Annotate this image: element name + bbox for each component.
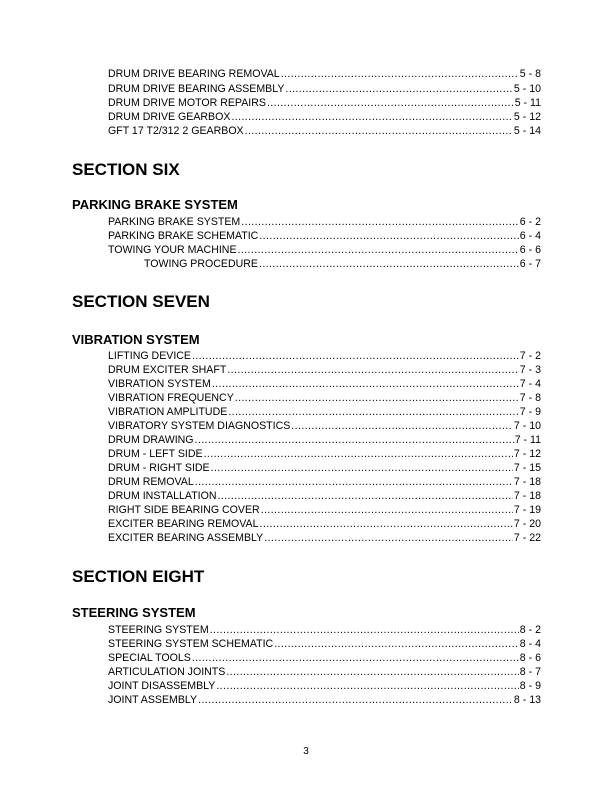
toc-entry[interactable]: [108, 503, 541, 517]
toc-entry[interactable]: [108, 447, 541, 461]
toc-entry-title: RIGHT SIDE BEARING COVER: [108, 504, 260, 516]
toc-dot-leader: [228, 405, 518, 419]
toc-dot-leader: [231, 110, 512, 124]
toc-dot-leader: [218, 489, 513, 503]
toc-dot-leader: [211, 461, 513, 475]
toc-entry-page: 8 - 2: [519, 624, 541, 636]
toc-entry[interactable]: [108, 229, 541, 243]
toc-entry[interactable]: [108, 391, 541, 405]
toc-entry[interactable]: [108, 651, 541, 665]
toc-dot-leader: [227, 363, 518, 377]
toc-dot-leader: [226, 665, 518, 679]
toc-entry-title: VIBRATION FREQUENCY: [108, 392, 234, 404]
toc-entry[interactable]: [108, 475, 541, 489]
toc-entry-title: VIBRATION AMPLITUDE: [108, 406, 228, 418]
toc-dot-leader: [216, 679, 518, 693]
toc-entry-title: PARKING BRAKE SYSTEM: [108, 216, 241, 228]
toc-entry[interactable]: [108, 665, 541, 679]
toc-entry-title: TOWING YOUR MACHINE: [108, 244, 237, 256]
toc-entry-title: DRUM EXCITER SHAFT: [108, 364, 227, 376]
toc-entry-page: 7 - 9: [519, 406, 541, 418]
toc-entry-page: 8 - 6: [519, 652, 541, 664]
toc-entry-page: 6 - 7: [519, 258, 541, 270]
toc-entry-title: TOWING PROCEDURE: [144, 258, 258, 270]
toc-entry[interactable]: [108, 679, 541, 693]
toc-entry-title: DRUM DRIVE BEARING ASSEMBLY: [108, 83, 285, 95]
toc-dot-leader: [260, 517, 513, 531]
toc-entry-page: 5 - 10: [513, 83, 541, 95]
toc-dot-leader: [192, 651, 519, 665]
toc-entry-title: DRUM DRIVE BEARING REMOVAL: [108, 68, 280, 80]
toc-entry-page: 5 - 12: [513, 111, 541, 123]
toc-entry[interactable]: [108, 96, 541, 110]
toc-entry[interactable]: [108, 531, 541, 545]
toc-entry-page: 5 - 11: [514, 97, 541, 109]
section-heading: SECTION SIX: [72, 160, 180, 179]
toc-entry-page: 7 - 3: [519, 364, 541, 376]
toc-dot-leader: [264, 531, 513, 545]
toc-entry-page: 8 - 9: [519, 680, 541, 692]
toc-entry[interactable]: [108, 433, 541, 447]
toc-entry-page: 8 - 7: [519, 666, 541, 678]
toc-dot-leader: [261, 503, 513, 517]
toc-dot-leader: [192, 349, 519, 363]
toc-entry-page: 6 - 4: [519, 230, 541, 242]
toc-entry[interactable]: [108, 693, 541, 707]
toc-entry-page: 7 - 19: [513, 504, 541, 516]
toc-dot-leader: [285, 82, 513, 96]
toc-entry-title: DRUM - LEFT SIDE: [108, 448, 203, 460]
toc-dot-leader: [235, 391, 519, 405]
toc-entry[interactable]: [108, 517, 541, 531]
toc-entry-page: 8 - 4: [519, 638, 541, 650]
toc-entry-title: EXCITER BEARING REMOVAL: [108, 518, 259, 530]
toc-dot-leader: [210, 623, 519, 637]
toc-entry-page: 7 - 10: [513, 420, 541, 432]
toc-dot-leader: [198, 693, 513, 707]
toc-entry-title: DRUM REMOVAL: [108, 476, 194, 488]
section-subheading: STEERING SYSTEM: [72, 605, 196, 620]
toc-entry[interactable]: [108, 461, 541, 475]
toc-dot-leader: [212, 377, 519, 391]
toc-dot-leader: [291, 419, 513, 433]
section-subheading: VIBRATION SYSTEM: [72, 332, 200, 347]
toc-entry-page: 7 - 22: [513, 532, 541, 544]
toc-entry[interactable]: [108, 489, 541, 503]
toc-entry-page: 7 - 4: [519, 378, 541, 390]
toc-entry-page: 7 - 18: [513, 476, 541, 488]
toc-entry-title: SPECIAL TOOLS: [108, 652, 191, 664]
toc-entry-title: JOINT ASSEMBLY: [108, 694, 198, 706]
toc-dot-leader: [281, 67, 519, 81]
toc-entry-page: 5 - 14: [513, 125, 541, 137]
toc-entry-title: DRUM DRAWING: [108, 434, 194, 446]
toc-dot-leader: [238, 243, 519, 257]
toc-entry-page: 7 - 11: [514, 434, 541, 446]
toc-entry-title: PARKING BRAKE SCHEMATIC: [108, 230, 259, 242]
toc-entry-title: STEERING SYSTEM: [108, 624, 209, 636]
toc-dot-leader: [245, 124, 513, 138]
toc-entry-title: DRUM INSTALLATION: [108, 490, 217, 502]
toc-dot-leader: [274, 637, 519, 651]
toc-entry[interactable]: [108, 215, 541, 229]
toc-entry-title: VIBRATION SYSTEM: [108, 378, 211, 390]
toc-entry-title: DRUM - RIGHT SIDE: [108, 462, 210, 474]
toc-entry-page: 7 - 2: [519, 350, 541, 362]
toc-dot-leader: [259, 257, 519, 271]
toc-dot-leader: [204, 447, 513, 461]
toc-entry-page: 7 - 12: [513, 448, 541, 460]
toc-entry-page: 7 - 20: [513, 518, 541, 530]
toc-subentry[interactable]: [144, 257, 541, 271]
toc-dot-leader: [195, 475, 513, 489]
toc-entry-page: 7 - 18: [513, 490, 541, 502]
toc-entry-title: DRUM DRIVE MOTOR REPAIRS: [108, 97, 266, 109]
page-number: 3: [303, 746, 309, 757]
toc-entry[interactable]: [108, 637, 541, 651]
toc-entry-title: VIBRATORY SYSTEM DIAGNOSTICS: [108, 420, 291, 432]
toc-entry[interactable]: [108, 82, 541, 96]
section-heading: SECTION EIGHT: [72, 567, 205, 586]
toc-entry-page: 5 - 8: [519, 68, 541, 80]
toc-entry[interactable]: [108, 124, 541, 138]
toc-entry-title: ARTICULATION JOINTS: [108, 666, 226, 678]
toc-entry-page: 6 - 6: [519, 244, 541, 256]
toc-entry-title: GFT 17 T2/312 2 GEARBOX: [108, 125, 244, 137]
toc-entry-title: JOINT DISASSEMBLY: [108, 680, 216, 692]
toc-entry-title: STEERING SYSTEM SCHEMATIC: [108, 638, 274, 650]
toc-entry[interactable]: [108, 419, 541, 433]
toc-entry[interactable]: [108, 405, 541, 419]
toc-entry-title: DRUM DRIVE GEARBOX: [108, 111, 231, 123]
toc-dot-leader: [195, 433, 514, 447]
toc-entry[interactable]: [108, 243, 541, 257]
toc-dot-leader: [267, 96, 514, 110]
toc-entry-page: 7 - 15: [513, 462, 541, 474]
toc-entry[interactable]: [108, 110, 541, 124]
toc-entry-page: 6 - 2: [519, 216, 541, 228]
toc-entry[interactable]: [108, 349, 541, 363]
toc-entry[interactable]: [108, 67, 541, 81]
section-heading: SECTION SEVEN: [72, 292, 210, 311]
toc-dot-leader: [241, 215, 519, 229]
toc-entry[interactable]: [108, 623, 541, 637]
toc-dot-leader: [259, 229, 518, 243]
toc-entry-page: 8 - 13: [513, 694, 541, 706]
toc-entry[interactable]: [108, 363, 541, 377]
toc-entry-page: 7 - 8: [519, 392, 541, 404]
toc-entry-title: EXCITER BEARING ASSEMBLY: [108, 532, 264, 544]
toc-entry[interactable]: [108, 377, 541, 391]
section-subheading: PARKING BRAKE SYSTEM: [72, 197, 238, 212]
toc-entry-title: LIFTING DEVICE: [108, 350, 191, 362]
